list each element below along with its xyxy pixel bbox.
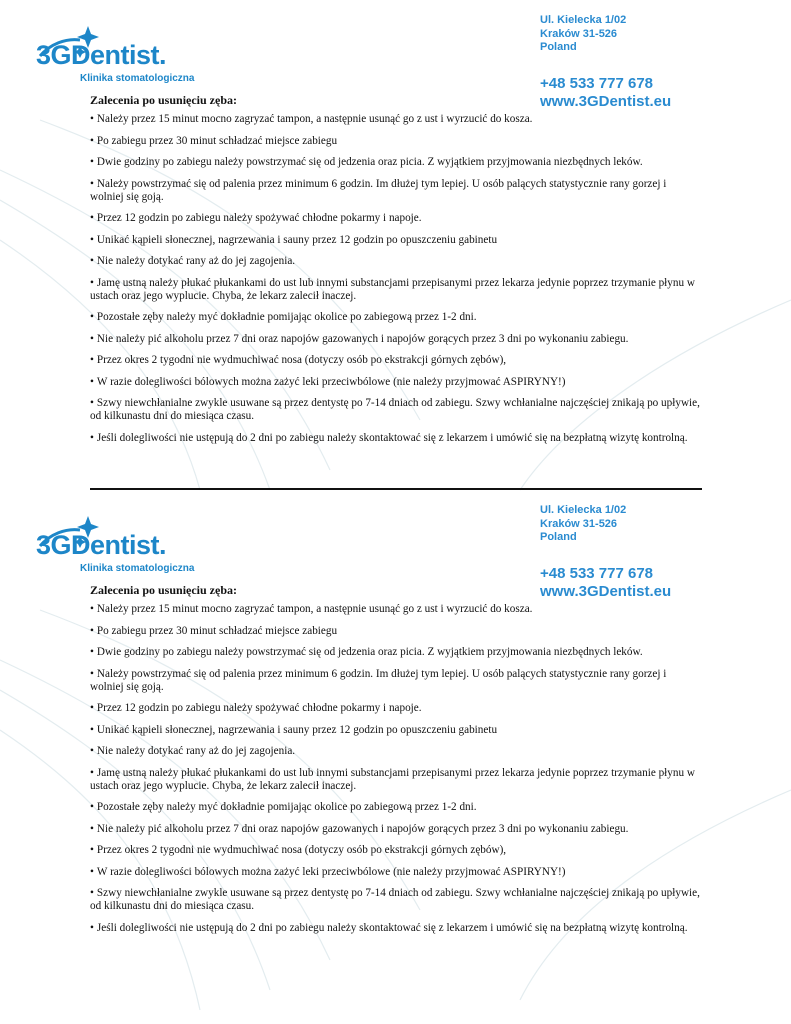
list-item: • Szwy niewchłanialne zwykle usuwane są przez dentystę po 7-14 dniach od zabiegu. Szwy wchłanialne najczęściej znikają po upływie, od kilkunastu dni do miesiąca czasu. <box>90 887 700 912</box>
instruction-sheet-top <box>0 0 791 490</box>
list-item: • Jamę ustną należy płukać płukankami do ust lub innymi substancjami przepisanymi przez lekarza jedynie poprzez trzymanie płynu w ustach oraz jego wyplucie. Chyba, że lekarz zalecił inaczej. <box>90 766 695 792</box>
list-item: • Unikać kąpieli słonecznej, nagrzewania i sauny przez 12 godzin po opuszczeniu gabinetu <box>90 723 498 736</box>
instruction-sheet-bottom <box>0 490 791 980</box>
list-item: • Nie należy dotykać rany aż do jej zagojenia. <box>90 745 296 757</box>
list-item: • Dwie godziny po zabiegu należy powstrzymać się od jedzenia oraz picia. Z wyjątkiem przyjmowania niezbędnych leków. <box>90 156 643 168</box>
list-item: • Unikać kąpieli słonecznej, nagrzewania i sauny przez 12 godzin po opuszczeniu gabinetu <box>90 233 498 246</box>
phone-number: +48 533 777 678 <box>540 74 654 92</box>
list-item: • Jeśli dolegliwości nie ustępują do 2 dni po zabiegu należy skontaktować się z lekarzem i umówić się na bezpłatną wizytę kontrolną. <box>90 921 688 934</box>
list-item: • Należy powstrzymać się od palenia przez minimum 6 godzin. Im dłużej tym lepiej. U osób palących statystycznie rany gorzej i wolniej się goją. <box>90 667 667 693</box>
instructions-title: Zalecenia po usunięciu zęba: <box>90 93 238 107</box>
list-item: • W razie dolegliwości bólowych można zażyć leki przeciwbólowe (nie należy przyjmować ASPIRYNY!) <box>90 865 566 878</box>
list-item: • Należy przez 15 minut mocno zagryzać tampon, a następnie usunąć go z ust i wyrzucić do kosza. <box>90 113 533 125</box>
list-item: • Po zabiegu przez 30 minut schładzać miejsce zabiegu <box>90 624 338 637</box>
contact-block <box>540 504 671 601</box>
list-item: • Jeśli dolegliwości nie ustępują do 2 dni po zabiegu należy skontaktować się z lekarzem i umówić się na bezpłatną wizytę kontrolną. <box>90 431 688 444</box>
clinic-logo <box>36 516 206 578</box>
list-item: • Dwie godziny po zabiegu należy powstrzymać się od jedzenia oraz picia. Z wyjątkiem przyjmowania niezbędnych leków. <box>90 646 643 658</box>
list-item: • Pozostałe zęby należy myć dokładnie pomijając okolice po zabiegową przez 1-2 dni. <box>90 311 477 323</box>
list-item: • Przez 12 godzin po zabiegu należy spożywać chłodne pokarmy i napoje. <box>90 212 422 224</box>
list-item: • Nie należy pić alkoholu przez 7 dni oraz napojów gazowanych i napojów gorących przez 3 dni po wykonaniu zabiegu. <box>90 332 629 345</box>
list-item: • Przez 12 godzin po zabiegu należy spożywać chłodne pokarmy i napoje. <box>90 702 422 714</box>
logo-tagline: Klinika stomatologiczna <box>80 73 195 84</box>
address-country: Poland <box>540 41 577 53</box>
list-item: • Przez okres 2 tygodni nie wydmuchiwać nosa (dotyczy osób po ekstrakcji górnych zębów), <box>90 844 507 856</box>
website-link[interactable]: www.3GDentist.eu <box>540 582 672 600</box>
logo-wordmark: 3GDentist. <box>36 530 167 560</box>
clinic-logo <box>36 26 206 88</box>
list-item: • W razie dolegliwości bólowych można zażyć leki przeciwbólowe (nie należy przyjmować ASPIRYNY!) <box>90 375 566 388</box>
address-country: Poland <box>540 531 577 543</box>
address-street: Ul. Kielecka 1/02 <box>540 14 627 26</box>
logo-tagline: Klinika stomatologiczna <box>80 563 195 574</box>
list-item: • Przez okres 2 tygodni nie wydmuchiwać nosa (dotyczy osób po ekstrakcji górnych zębów), <box>90 354 507 366</box>
instructions-list <box>90 113 700 453</box>
logo-wordmark: 3GDentist. <box>36 40 167 70</box>
list-item: • Szwy niewchłanialne zwykle usuwane są przez dentystę po 7-14 dniach od zabiegu. Szwy wchłanialne najczęściej znikają po upływie, od kilkunastu dni do miesiąca czasu. <box>90 397 700 422</box>
address-city: Kraków 31-526 <box>540 27 618 40</box>
list-item: • Nie należy dotykać rany aż do jej zagojenia. <box>90 255 296 267</box>
list-item: • Nie należy pić alkoholu przez 7 dni oraz napojów gazowanych i napojów gorących przez 3 dni po wykonaniu zabiegu. <box>90 822 629 835</box>
website-link[interactable]: www.3GDentist.eu <box>540 92 672 110</box>
list-item: • Należy przez 15 minut mocno zagryzać tampon, a następnie usunąć go z ust i wyrzucić do kosza. <box>90 603 533 615</box>
instructions-title: Zalecenia po usunięciu zęba: <box>90 583 238 597</box>
phone-number: +48 533 777 678 <box>540 564 654 582</box>
address-city: Kraków 31-526 <box>540 517 618 530</box>
contact-block <box>540 14 671 111</box>
address-street: Ul. Kielecka 1/02 <box>540 504 627 516</box>
list-item: • Jamę ustną należy płukać płukankami do ust lub innymi substancjami przepisanymi przez lekarza jedynie poprzez trzymanie płynu w ustach oraz jego wyplucie. Chyba, że lekarz zalecił inaczej. <box>90 276 695 302</box>
list-item: • Po zabiegu przez 30 minut schładzać miejsce zabiegu <box>90 134 338 147</box>
list-item: • Pozostałe zęby należy myć dokładnie pomijając okolice po zabiegową przez 1-2 dni. <box>90 801 477 813</box>
instructions-list <box>90 603 700 943</box>
list-item: • Należy powstrzymać się od palenia przez minimum 6 godzin. Im dłużej tym lepiej. U osób palących statystycznie rany gorzej i wolniej się goją. <box>90 177 667 203</box>
